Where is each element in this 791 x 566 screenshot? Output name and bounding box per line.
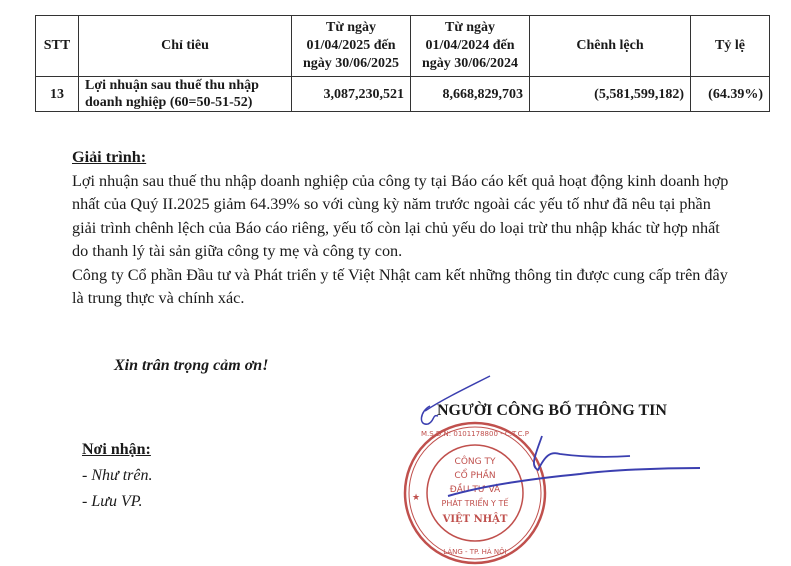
svg-text:PHÁT TRIỂN Y TẾ: PHÁT TRIỂN Y TẾ xyxy=(441,499,509,508)
svg-text:CỔ PHẦN: CỔ PHẦN xyxy=(454,471,496,481)
header-ty-le: Tỷ lệ xyxy=(691,16,770,77)
header-chenh-lech: Chênh lệch xyxy=(530,16,691,77)
explanation-heading: Giải trình: xyxy=(72,148,147,166)
svg-text:LÁNG - TP. HÀ NỘI: LÁNG - TP. HÀ NỘI xyxy=(443,548,507,556)
svg-text:★: ★ xyxy=(411,493,421,503)
recipients-heading: Nơi nhận: xyxy=(82,441,151,458)
svg-text:VIỆT NHẬT: VIỆT NHẬT xyxy=(442,514,508,525)
recipient-item: - Lưu VP. xyxy=(82,493,143,510)
comparison-table xyxy=(35,15,770,112)
cell-value-2025: 3,087,230,521 xyxy=(292,77,411,112)
header-chi-tieu: Chỉ tiêu xyxy=(79,16,292,77)
explanation-section xyxy=(72,146,732,311)
cell-value-2024: 8,668,829,703 xyxy=(411,77,530,112)
svg-text:ĐẦU TƯ VÀ: ĐẦU TƯ VÀ xyxy=(449,485,501,495)
svg-text:CÔNG TY: CÔNG TY xyxy=(454,457,496,467)
header-stt: STT xyxy=(36,16,79,77)
signature-icon xyxy=(400,366,700,536)
header-period-2025: Từ ngày 01/04/2025 đến ngày 30/06/2025 xyxy=(292,16,411,77)
header-period-2024: Từ ngày 01/04/2024 đến ngày 30/06/2024 xyxy=(411,16,530,77)
cell-stt: 13 xyxy=(36,77,79,112)
svg-text:M.S.D.N: 0101178800 - C.T.C.P: M.S.D.N: 0101178800 - C.T.C.P xyxy=(421,430,529,438)
explanation-paragraph: Lợi nhuận sau thuế thu nhập doanh nghiệp của công ty tại Báo cáo kết quả hoạt động kinh doanh hợp nhất của Quý II.2025 giảm 64.39% so với cùng kỳ năm trước ngoài các yếu tố như đã nêu tại phần giải trình chênh lệch của Báo cáo riêng, yếu tố còn lại chủ yếu do loại trừ thu nhập khác từ hợp nhất do thanh lý tài sản giữa công ty mẹ và công ty con. xyxy=(72,171,729,260)
recipient-item: - Như trên. xyxy=(82,467,153,484)
recipients-section xyxy=(82,437,153,515)
cell-chi-tieu: Lợi nhuận sau thuế thu nhập doanh nghiệp (60=50-51-52) xyxy=(79,77,292,112)
table-header-row xyxy=(36,16,770,77)
cell-ty-le: (64.39%) xyxy=(691,77,770,112)
table-row xyxy=(36,77,770,112)
closing-text: Xin trân trọng cảm ơn! xyxy=(114,357,269,374)
cell-chenh-lech: (5,581,599,182) xyxy=(530,77,691,112)
signer-title: NGƯỜI CÔNG BỐ THÔNG TIN xyxy=(437,402,667,419)
commitment-paragraph: Công ty Cổ phần Đầu tư và Phát triển y tế Việt Nhật cam kết những thông tin được cung cấp trên đây là trung thực và chính xác. xyxy=(72,265,728,307)
